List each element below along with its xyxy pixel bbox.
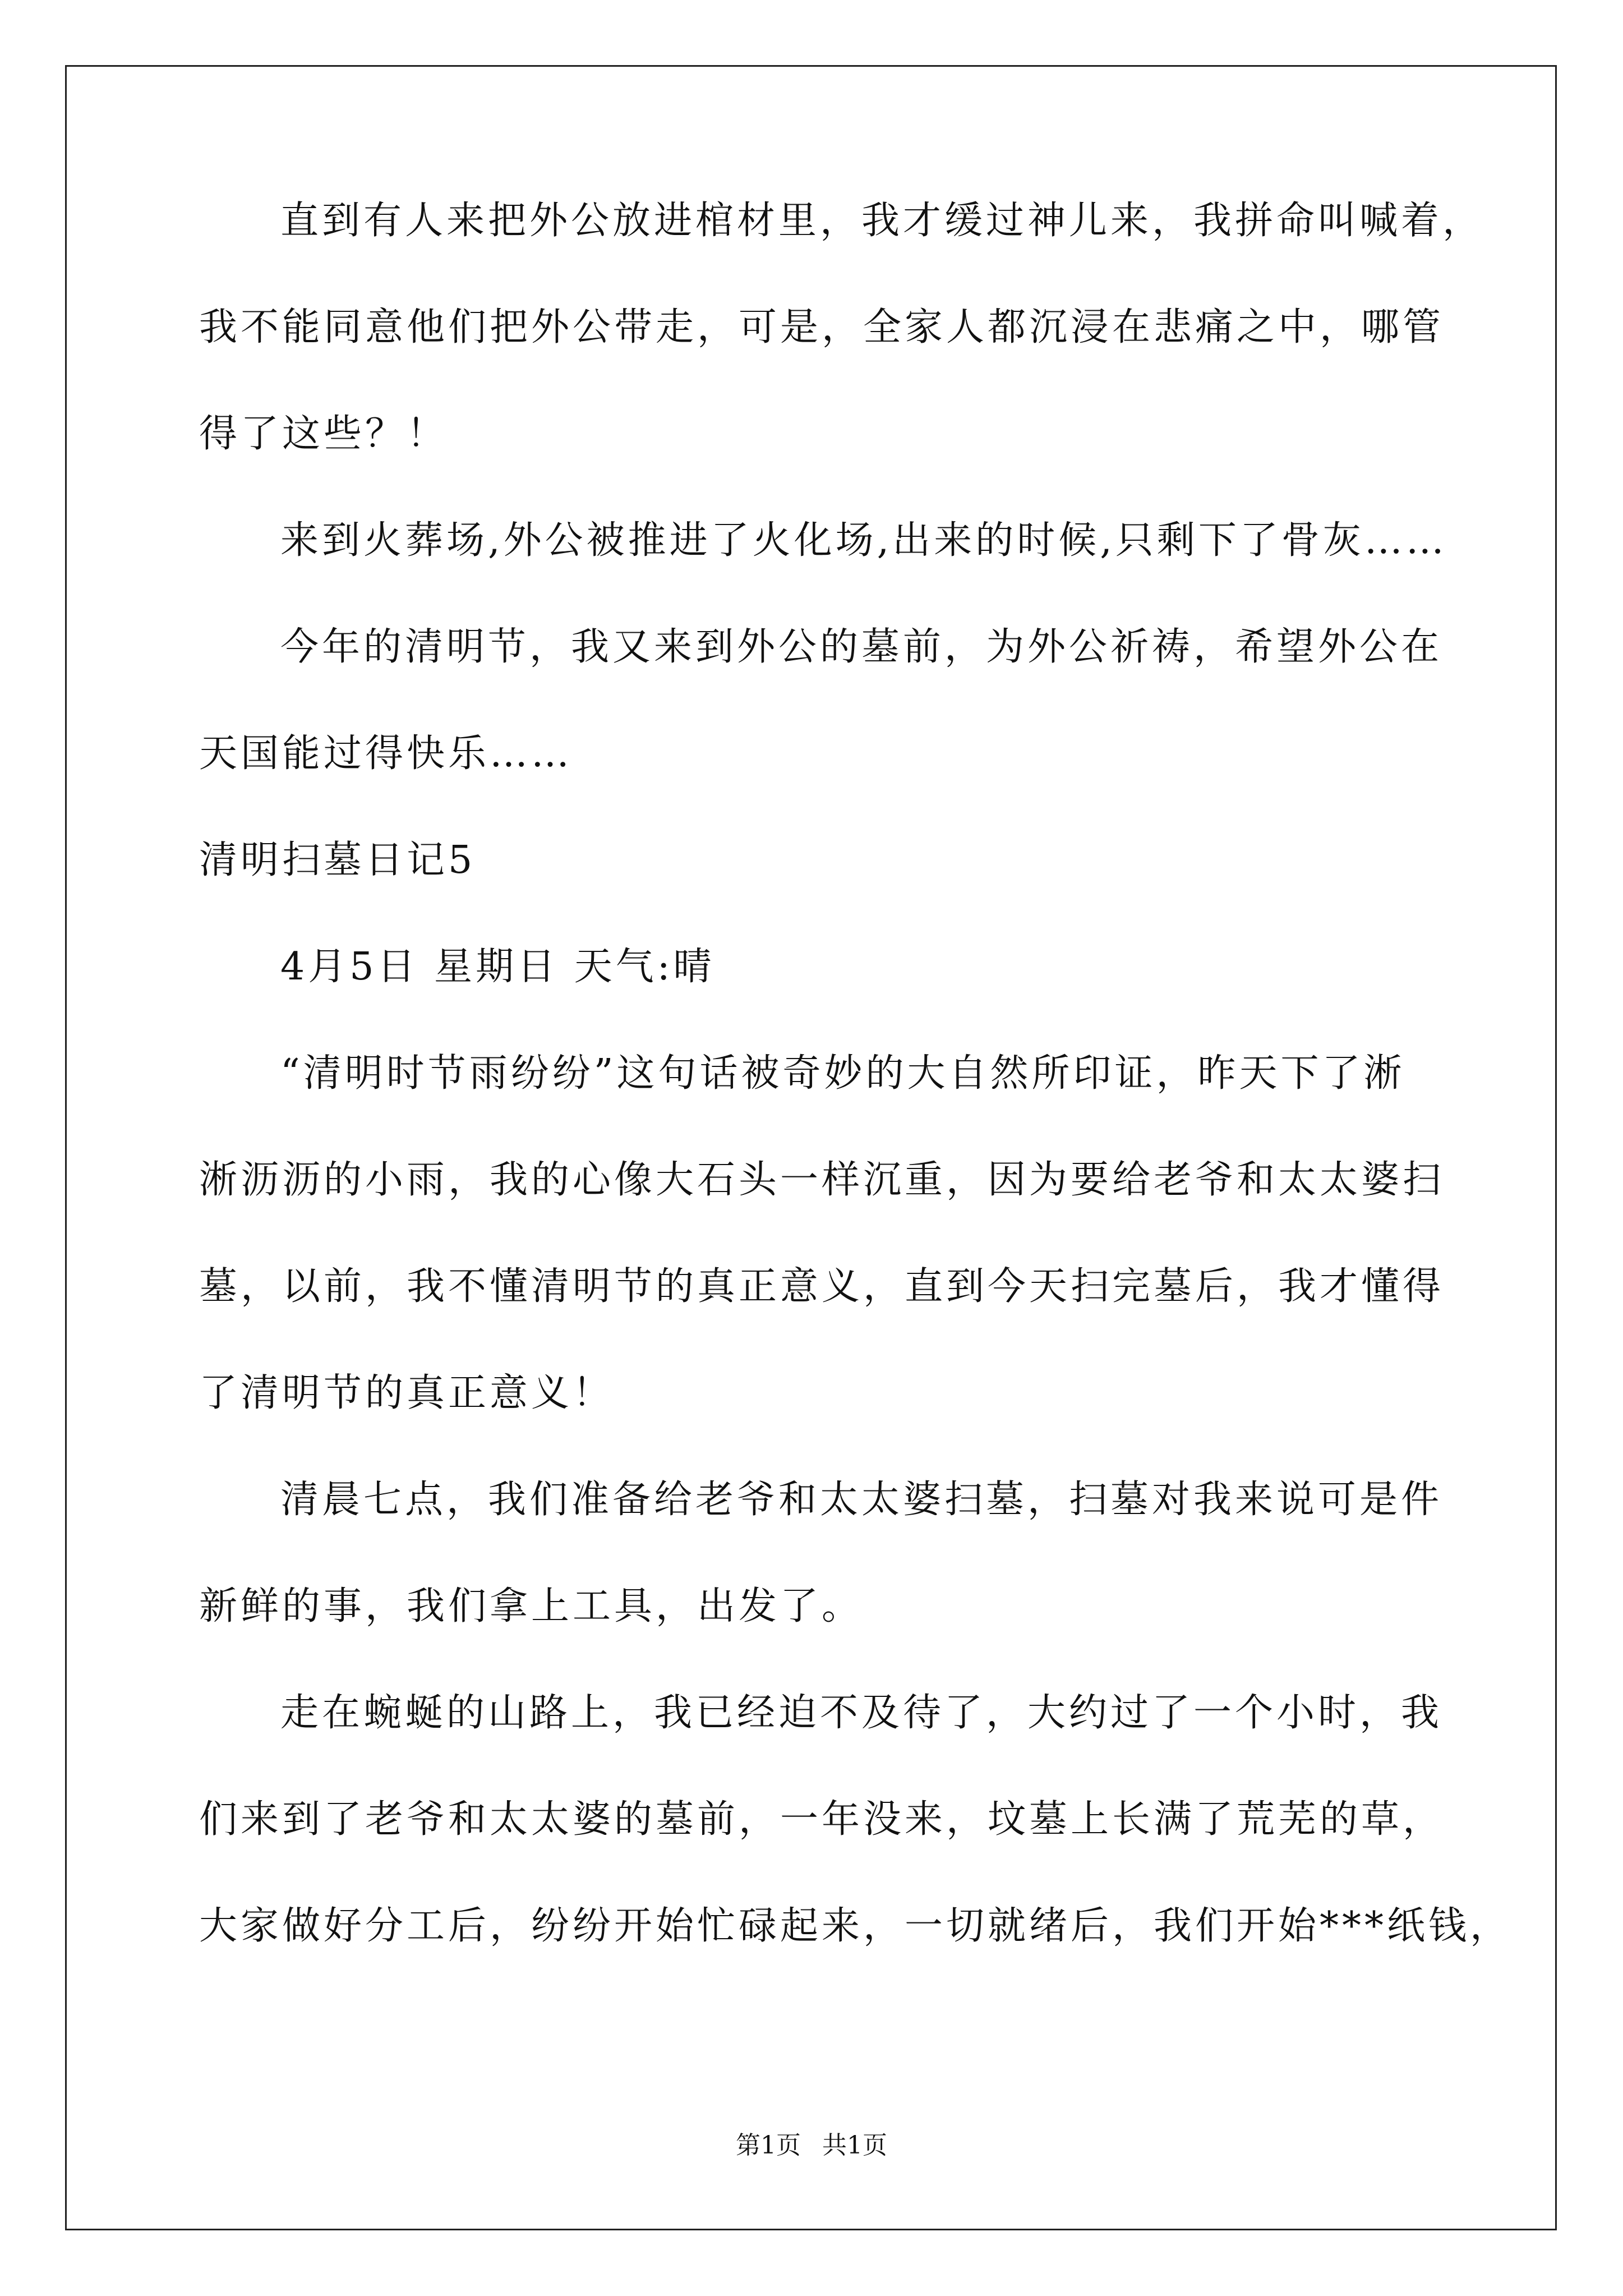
date-line: 4月5日 星期日 天气:晴 bbox=[280, 945, 715, 989]
paragraph-line: 直到有人来把外公放进棺材里，我才缓过神儿来，我拼命叫喊着， bbox=[280, 199, 1484, 243]
page-footer bbox=[0, 2125, 1623, 2161]
paragraph-line: 天国能过得快乐…… bbox=[199, 731, 573, 776]
paragraph-line: 墓，以前，我不懂清明节的真正意义，直到今天扫完墓后，我才懂得 bbox=[199, 1264, 1445, 1309]
section-heading: 清明扫墓日记5 bbox=[199, 838, 476, 882]
paragraph-line: 今年的清明节，我又来到外公的墓前，为外公祈祷，希望外公在 bbox=[280, 625, 1443, 669]
paragraph-line: 清晨七点，我们准备给老爷和太太婆扫墓，扫墓对我来说可是件 bbox=[280, 1478, 1443, 1522]
paragraph-line: 了清明节的真正意义！ bbox=[199, 1371, 615, 1415]
paragraph-line: 新鲜的事，我们拿上工具，出发了。 bbox=[199, 1584, 864, 1628]
paragraph-line: 来到火葬场,外公被推进了火化场,出来的时候,只剩下了骨灰…… bbox=[280, 518, 1447, 563]
paragraph-line: 淅沥沥的小雨，我的心像大石头一样沉重，因为要给老爷和太太婆扫 bbox=[199, 1158, 1445, 1202]
paragraph-line: 大家做好分工后，纷纷开始忙碌起来，一切就绪后，我们开始***纸钱， bbox=[199, 1904, 1512, 1948]
page-total: 共1页 bbox=[822, 2131, 887, 2160]
page-number: 第1页 bbox=[736, 2131, 801, 2160]
paragraph-line: 得了这些？！ bbox=[199, 412, 449, 456]
paragraph-line: 走在蜿蜒的山路上，我已经迫不及待了，大约过了一个小时，我 bbox=[280, 1691, 1443, 1735]
paragraph-line: 们来到了老爷和太太婆的墓前，一年没来，坟墓上长满了荒芜的草， bbox=[199, 1797, 1445, 1842]
paragraph-line: “清明时节雨纷纷”这句话被奇妙的大自然所印证，昨天下了淅 bbox=[280, 1051, 1405, 1096]
paragraph-line: 我不能同意他们把外公带走，可是，全家人都沉浸在悲痛之中，哪管 bbox=[199, 305, 1445, 349]
